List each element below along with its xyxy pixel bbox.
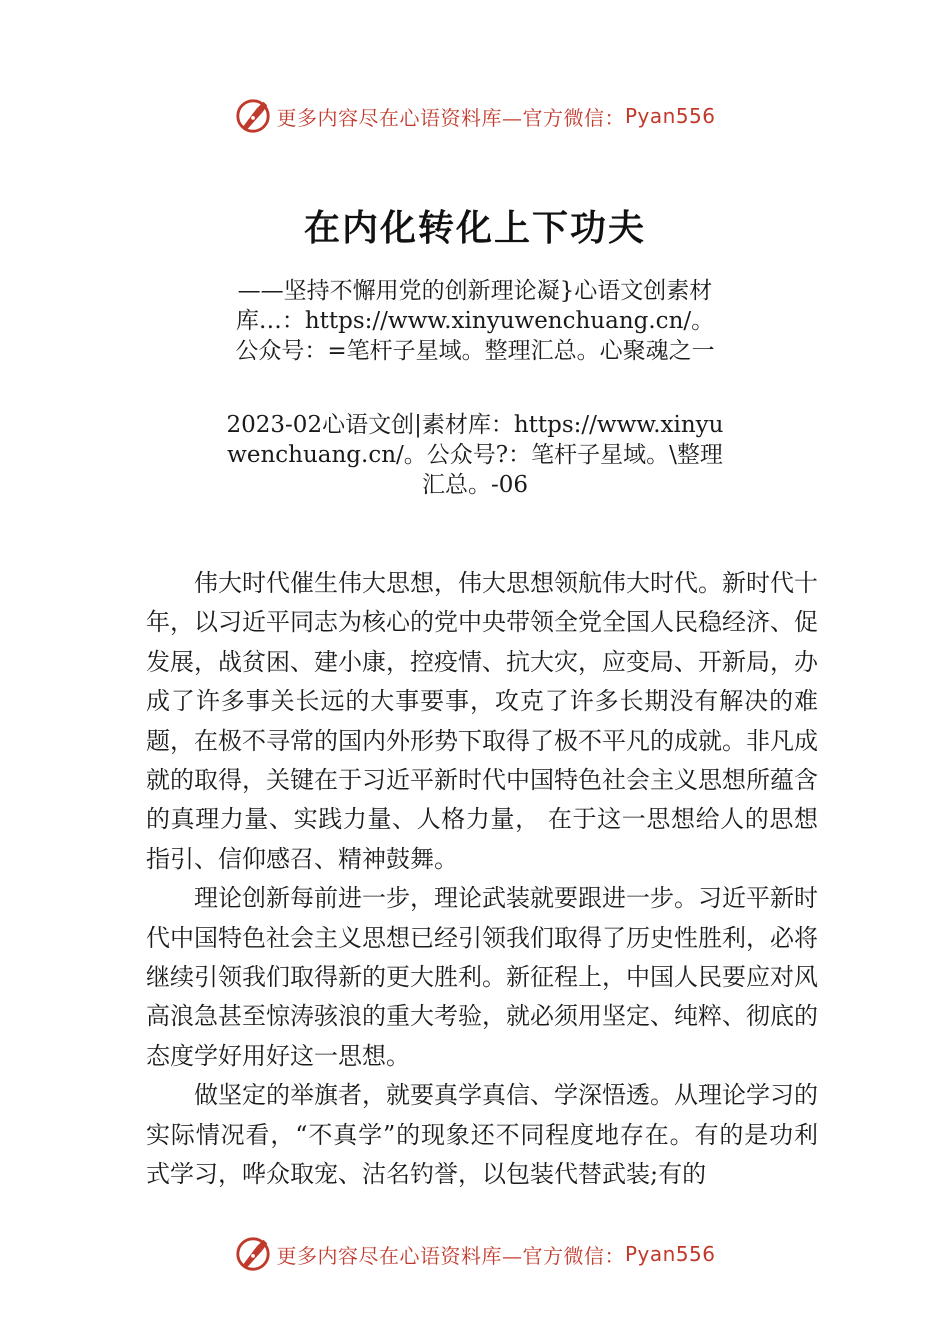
document-dateline: 2023-02心语文创|素材库：https://www.xinyuwenchuang.cn/。公众号?：笔杆子星域。\整理汇总。-06 — [226, 412, 724, 498]
banner-text: 更多内容尽在心语资料库—官方微信： — [276, 105, 625, 130]
banner-wechat-id: Pyan556 — [624, 104, 716, 128]
document-body — [146, 564, 818, 1195]
pen-nib-logo-icon — [234, 1235, 272, 1273]
footer-banner — [0, 1232, 950, 1276]
body-paragraph: 伟大时代催生伟大思想，伟大思想领航伟大时代。新时代十年，以习近平同志为核心的党中央带领全党全国人民稳经济、促发展，战贫困、建小康，控疫情、抗大灾，应变局、开新局，办成了许多事关长远的大事要事，攻克了许多长期没有解决的难题，在极不寻常的国内外形势下取得了极不平凡的成就。非凡成就的取得，关键在于习近平新时代中国特色社会主义思想所蕴含的真理力量、实践力量、人格力量， 在于这一思想给人的思想指引、信仰感召、精神鼓舞。 — [146, 569, 818, 873]
pen-nib-logo-icon — [234, 97, 272, 135]
header-banner — [0, 94, 950, 138]
body-paragraph: 理论创新每前进一步，理论武装就要跟进一步。习近平新时代中国特色社会主义思想已经引领我们取得了历史性胜利，必将继续引领我们取得新的更大胜利。新征程上，中国人民要应对风高浪急甚至惊涛骇浪的重大考验，就必须用坚定、纯粹、彻底的态度学好用好这一思想。 — [146, 884, 818, 1070]
document-subtitle: ——坚持不懈用党的创新理论凝}心语文创素材库…：https://www.xinyuwenchuang.cn/。公众号：=笔杆子星域。整理汇总。心聚魂之一 — [235, 278, 715, 364]
body-paragraph: 做坚定的举旗者，就要真学真信、学深悟透。从理论学习的实际情况看，“不真学”的现象还不同程度地存在。有的是功利式学习，哗众取宠、沽名钓誉，以包装代替武装;有的 — [146, 1081, 818, 1189]
document-title: 在内化转化上下功夫 — [303, 208, 646, 249]
banner-wechat-id: Pyan556 — [624, 1242, 716, 1266]
banner-text: 更多内容尽在心语资料库—官方微信： — [276, 1243, 625, 1268]
